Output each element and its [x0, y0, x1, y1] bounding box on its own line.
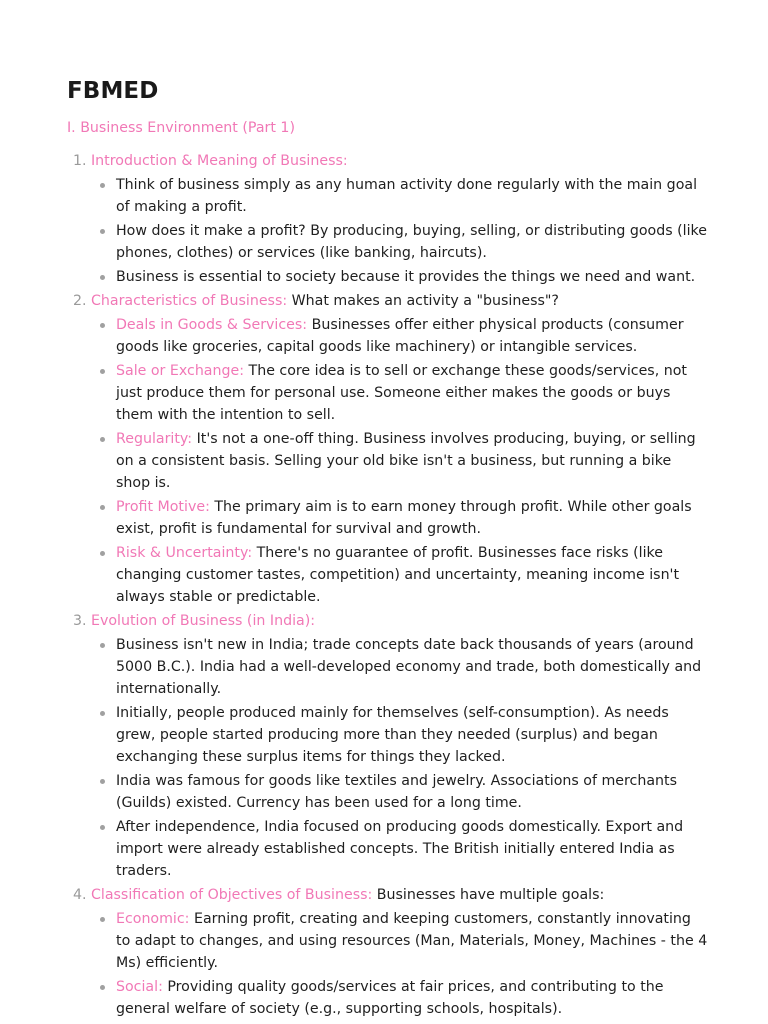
bullet-item: [116, 542, 708, 608]
bullet-label: Economic:: [116, 911, 190, 927]
bullet-text: After independence, India focused on producing goods domestically. Export and import were already established concepts. The British initially entered India as traders.: [116, 819, 684, 879]
bullet-text: Business is essential to society because it provides the things we need and want.: [116, 269, 696, 285]
topic-heading: Evolution of Business (in India):: [91, 613, 316, 629]
page-title: FBMED: [67, 78, 159, 104]
bullet-text: Providing quality goods/services at fair prices, and contributing to the general welfare of society (e.g., supporting schools, hospitals).: [116, 979, 664, 1017]
topic-item: [91, 884, 708, 1020]
bullet-label: Deals in Goods & Services:: [116, 317, 308, 333]
bullet-item: [116, 496, 708, 540]
bullet-text: How does it make a profit? By producing, buying, selling, or distributing goods (like phones, clothes) or services (like banking, haircuts).: [116, 223, 707, 261]
bullet-text: Business isn't new in India; trade concepts date back thousands of years (around 5000 B.C.). India had a well-developed economy and trade, both domestically and internationally.: [116, 637, 702, 697]
bullet-label: Social:: [116, 979, 163, 995]
bullet-list: [91, 174, 708, 288]
topic-item: [91, 150, 708, 288]
bullet-text: The primary aim is to earn money through profit. While other goals exist, profit is fundamental for survival and growth.: [116, 499, 692, 537]
bullet-item: [116, 360, 708, 426]
topic-heading: Introduction & Meaning of Business:: [91, 153, 348, 169]
topic-heading: Characteristics of Business:: [91, 293, 288, 309]
bullet-item: [116, 314, 708, 358]
bullet-item: [116, 266, 708, 288]
bullet-item: [116, 908, 708, 974]
bullet-item: [116, 634, 708, 700]
bullet-text: Initially, people produced mainly for themselves (self-consumption). As needs grew, people started producing more than they needed (surplus) and began exchanging these surplus items for things they lacked.: [116, 705, 669, 765]
bullet-list: [91, 908, 708, 1020]
bullet-label: Risk & Uncertainty:: [116, 545, 253, 561]
topic-list: [67, 150, 708, 1020]
bullet-item: [116, 702, 708, 768]
topic-text: What makes an activity a "business"?: [291, 293, 559, 309]
bullet-item: [116, 428, 708, 494]
bullet-label: Sale or Exchange:: [116, 363, 245, 379]
section-heading: I. Business Environment (Part 1): [67, 120, 295, 136]
bullet-text: The core idea is to sell or exchange these goods/services, not just produce them for personal use. Someone either makes the goods or buys them with the intention to sell.: [116, 363, 687, 423]
bullet-list: [91, 634, 708, 882]
bullet-item: [116, 816, 708, 882]
bullet-text: Earning profit, creating and keeping customers, constantly innovating to adapt to changes, and using resources (Man, Materials, Money, Machines - the 4 Ms) efficiently.: [116, 911, 708, 971]
topic-heading: Classification of Objectives of Business:: [91, 887, 373, 903]
topic-item: [91, 290, 708, 608]
bullet-text: There's no guarantee of profit. Businesses face risks (like changing customer tastes, competition) and uncertainty, meaning income isn't always stable or predictable.: [116, 545, 680, 605]
bullet-item: [116, 174, 708, 218]
topic-text: Businesses have multiple goals:: [376, 887, 605, 903]
bullet-text: Think of business simply as any human activity done regularly with the main goal of making a profit.: [116, 177, 698, 215]
bullet-label: Regularity:: [116, 431, 193, 447]
bullet-text: It's not a one-off thing. Business involves producing, buying, or selling on a consistent basis. Selling your old bike isn't a business, but running a bike shop is.: [116, 431, 696, 491]
bullet-list: [91, 314, 708, 608]
bullet-item: [116, 976, 708, 1020]
bullet-label: Profit Motive:: [116, 499, 210, 515]
bullet-text: India was famous for goods like textiles and jewelry. Associations of merchants (Guilds) existed. Currency has been used for a long time.: [116, 773, 677, 811]
bullet-item: [116, 220, 708, 264]
bullet-item: [116, 770, 708, 814]
topic-item: [91, 610, 708, 882]
bullet-text: Businesses offer either physical products (consumer goods like groceries, capital goods like machinery) or intangible services.: [116, 317, 684, 355]
